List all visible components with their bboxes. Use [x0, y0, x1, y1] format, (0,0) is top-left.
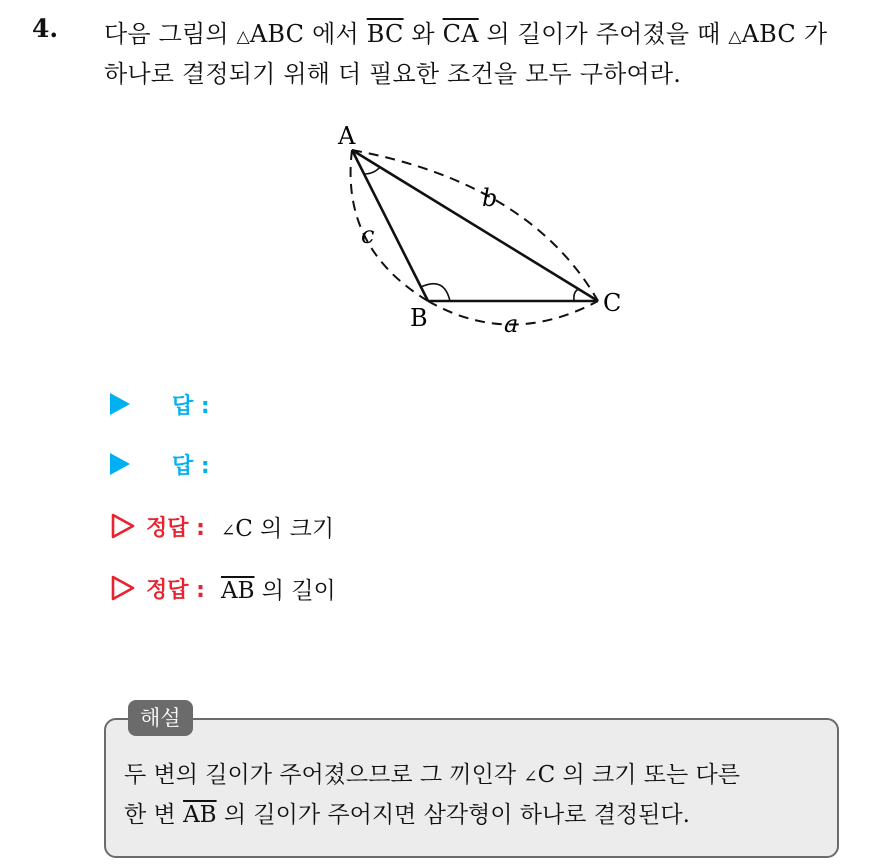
question-number: 4.	[32, 14, 59, 43]
question-line-1	[104, 14, 827, 49]
correct-label: 정답 :	[146, 515, 205, 541]
correct-text-1	[221, 510, 334, 543]
triangle-symbol: △	[236, 27, 250, 47]
angle-mark-a	[364, 167, 380, 174]
exp-text-4: 의 길이가 주어지면 삼각형이 하나로 결정된다.	[216, 802, 690, 828]
exp-text-1: 두 변의 길이가 주어졌으므로 그 끼인각	[124, 762, 524, 788]
triangle-figure	[320, 118, 640, 343]
triangle-symbol-2: △	[728, 27, 742, 47]
segment-bc: $\overline{BC}$	[366, 20, 404, 48]
play-icon	[110, 453, 130, 475]
correct-body-1: C 의 크기	[235, 515, 335, 542]
segment-ab: $\overline{AB}$	[220, 577, 255, 604]
exp-text-3: 한 변	[124, 802, 184, 828]
angle-mark-c	[574, 289, 579, 301]
q-abc-1: ABC	[249, 20, 305, 48]
answer-label: 답 :	[172, 393, 210, 419]
side-label-b: b	[482, 184, 498, 212]
segment-ab: $\overline{AB}$	[183, 802, 217, 828]
question-line-2: 하나로 결정되기 위해 더 필요한 조건을 모두 구하여라.	[104, 60, 682, 88]
q-text-4: 의 길이가 주어졌을 때	[478, 20, 729, 48]
correct-row-2	[110, 570, 336, 606]
side-label-c: c	[361, 221, 375, 249]
angle-symbol: ∠	[523, 767, 538, 787]
answer-row-2	[110, 446, 210, 482]
vertex-label-b: B	[410, 304, 428, 332]
q-abc-2: ABC	[741, 20, 796, 48]
angle-symbol: ∠	[220, 520, 236, 541]
explanation-line-1	[124, 756, 740, 789]
correct-body-2: 의 길이	[254, 577, 336, 604]
vertex-label-a: A	[338, 122, 356, 150]
q-text-2: 에서	[304, 20, 367, 48]
correct-text-2	[221, 572, 336, 605]
q-text-1: 다음 그림의	[104, 20, 237, 48]
outline-play-icon	[110, 513, 136, 539]
explanation-line-2	[124, 796, 690, 829]
explanation-tag: 해설	[128, 700, 193, 736]
side-label-a: a	[504, 310, 519, 338]
play-icon	[110, 393, 130, 415]
answer-row-1	[110, 386, 210, 422]
vertex-label-c: C	[603, 289, 622, 317]
outline-play-icon	[110, 575, 136, 601]
exp-text-2: C 의 크기 또는 다른	[537, 762, 740, 788]
correct-label: 정답 :	[146, 577, 205, 603]
answer-label: 답 :	[172, 453, 210, 479]
segment-ca: $\overline{CA}$	[442, 20, 479, 48]
q-text-3: 와	[403, 20, 443, 48]
q-text-5: 가	[795, 20, 828, 48]
correct-row-1	[110, 508, 334, 544]
